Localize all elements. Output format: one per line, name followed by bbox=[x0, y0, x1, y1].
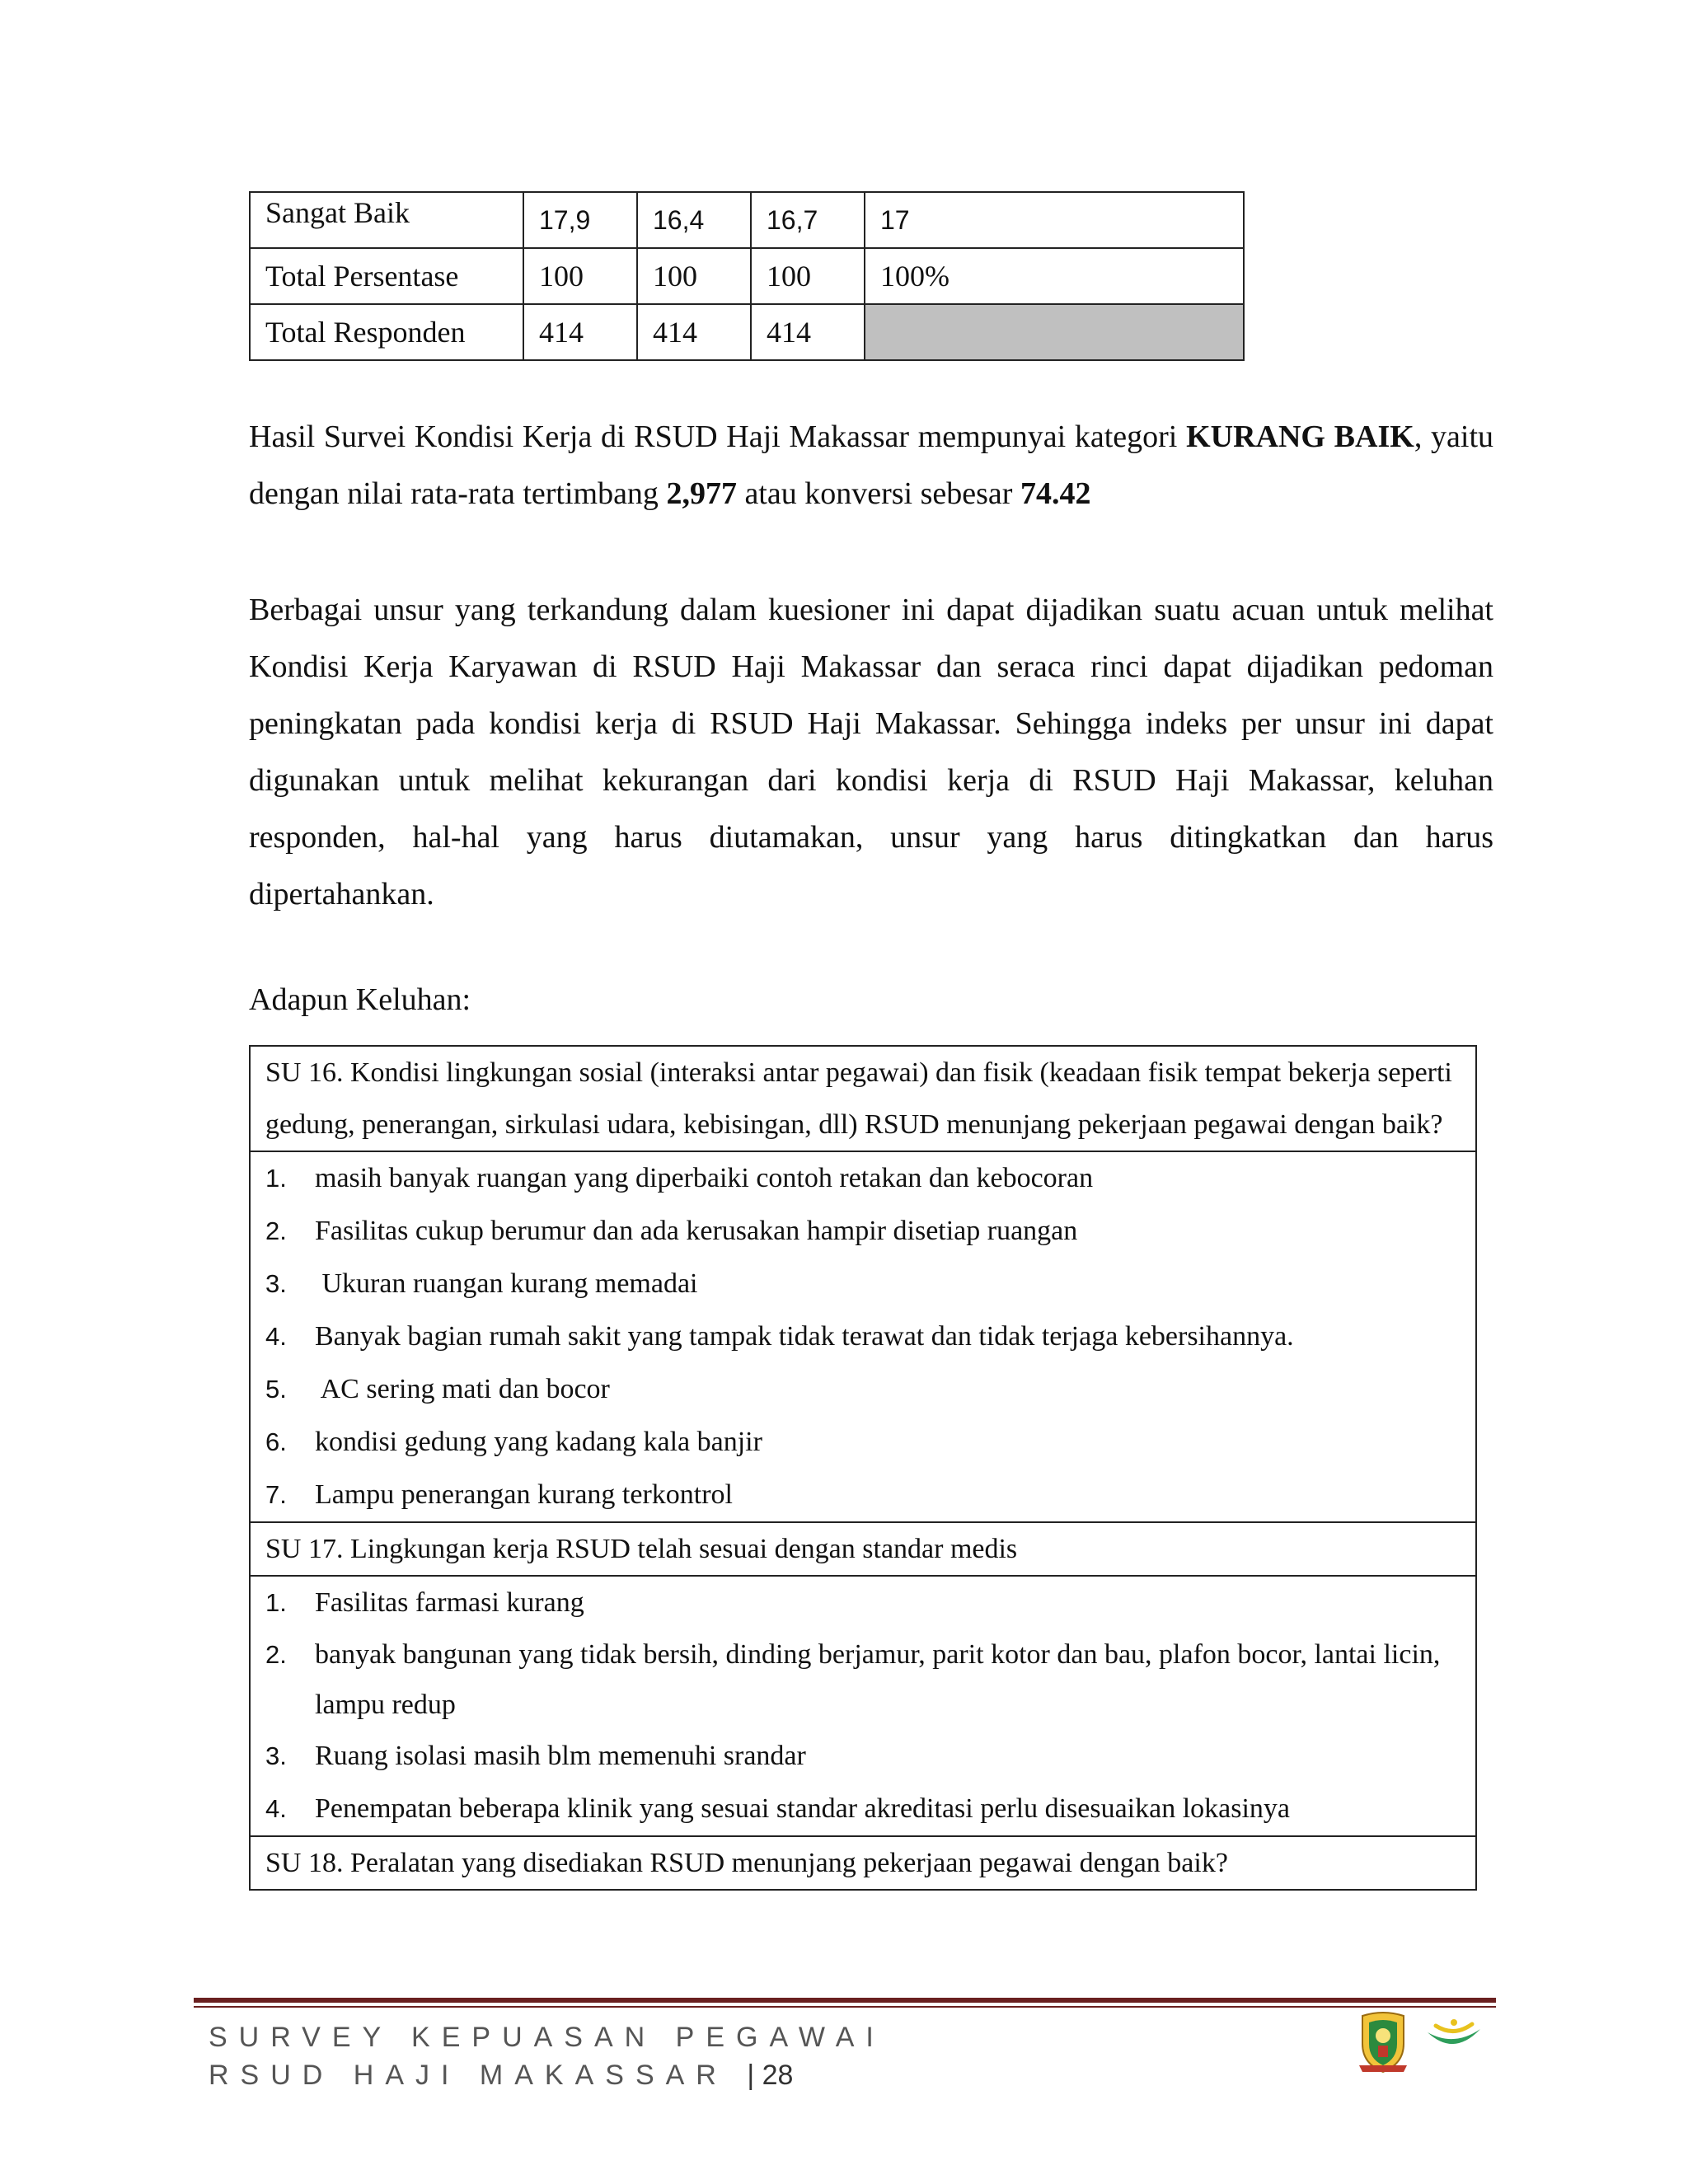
table-row bbox=[250, 192, 1244, 248]
cell-value: 414 bbox=[523, 304, 637, 360]
footer-subtitle bbox=[209, 2059, 794, 2091]
su18-question: SU 18. Peralatan yang disediakan RSUD menunjang pekerjaan pegawai dengan baik? bbox=[251, 1835, 1475, 1889]
list-text: Fasilitas cukup berumur dan ada kerusakan hampir disetiap ruangan bbox=[315, 1216, 1078, 1246]
summary-table bbox=[249, 191, 1245, 361]
row-label: Total Responden bbox=[250, 304, 523, 360]
row-label: Total Persentase bbox=[250, 248, 523, 304]
text-span: Hasil Survei Kondisi Kerja di RSUD Haji Makassar mempunyai kategori bbox=[249, 419, 1187, 454]
list-number: 3. bbox=[265, 1269, 287, 1298]
list-item bbox=[265, 1577, 1464, 1629]
category-value: KURANG BAIK bbox=[1186, 419, 1414, 454]
conversion-value: 74.42 bbox=[1020, 476, 1091, 511]
su17-list-block bbox=[251, 1575, 1475, 1835]
cell-value: 16,7 bbox=[751, 192, 865, 248]
list-number: 4. bbox=[265, 1322, 287, 1351]
cell-value: 100 bbox=[751, 248, 865, 304]
result-paragraph bbox=[249, 409, 1493, 523]
list-item bbox=[265, 1258, 1464, 1310]
list-item bbox=[265, 1416, 1464, 1469]
cell-value: 100 bbox=[637, 248, 751, 304]
list-text: AC sering mati dan bocor bbox=[315, 1374, 610, 1404]
list-item bbox=[265, 1783, 1464, 1835]
list-text: banyak bangunan yang tidak bersih, dinding berjamur, parit kotor dan bau, plafon bocor, lantai licin, lampu redup bbox=[315, 1639, 1441, 1720]
cell-value: 16,4 bbox=[637, 192, 751, 248]
list-text: Banyak bagian rumah sakit yang tampak tidak terawat dan tidak terjaga kebersihannya. bbox=[315, 1321, 1294, 1352]
cell-value: 17 bbox=[865, 192, 1244, 248]
table-row bbox=[250, 304, 1244, 360]
list-number: 2. bbox=[265, 1640, 287, 1669]
cell-value: 100% bbox=[865, 248, 1244, 304]
footer-rule bbox=[194, 1998, 1496, 2003]
hospital-logo-icon bbox=[1424, 2018, 1484, 2057]
su16-list-block bbox=[251, 1151, 1475, 1521]
average-value: 2,977 bbox=[666, 476, 737, 511]
list-item bbox=[265, 1205, 1464, 1258]
list-item bbox=[265, 1363, 1464, 1416]
su17-question: SU 17. Lingkungan kerja RSUD telah sesuai dengan standar medis bbox=[251, 1521, 1475, 1575]
text-span: , yaitu dengan nilai rata-rata tertimbang bbox=[249, 419, 1493, 511]
list-number: 4. bbox=[265, 1794, 287, 1823]
list-text: Penempatan beberapa klinik yang sesuai standar akreditasi perlu disesuaikan lokasinya bbox=[315, 1793, 1291, 1824]
list-number: 5. bbox=[265, 1375, 287, 1404]
list-number: 2. bbox=[265, 1216, 287, 1245]
shaded-cell bbox=[865, 304, 1244, 360]
list-text: kondisi gedung yang kadang kala banjir bbox=[315, 1427, 762, 1457]
table-row bbox=[250, 248, 1244, 304]
su16-question: SU 16. Kondisi lingkungan sosial (interaksi antar pegawai) dan fisik (keadaan fisik tempat bekerja seperti gedung, penerangan, sirkulasi udara, kebisingan, dll) RSUD menunjang pekerjaan pegawai dengan baik? bbox=[265, 1057, 1452, 1140]
list-text: Fasilitas farmasi kurang bbox=[315, 1587, 584, 1618]
footer-subtitle-text: RSUD HAJI MAKASSAR bbox=[209, 2060, 728, 2091]
row-label: Sangat Baik bbox=[250, 192, 523, 248]
cell-value: 100 bbox=[523, 248, 637, 304]
su17-list bbox=[265, 1577, 1464, 1835]
su16-list bbox=[265, 1152, 1464, 1521]
list-text: Lampu penerangan kurang terkontrol bbox=[315, 1479, 733, 1510]
government-emblem-icon bbox=[1356, 2011, 1410, 2074]
list-number: 3. bbox=[265, 1741, 287, 1770]
list-item bbox=[265, 1730, 1464, 1783]
text-span: atau konversi sebesar bbox=[736, 476, 1020, 511]
list-text: Ruang isolasi masih blm memenuhi srandar bbox=[315, 1741, 806, 1771]
description-paragraph: Berbagai unsur yang terkandung dalam kuesioner ini dapat dijadikan suatu acuan untuk melihat Kondisi Kerja Karyawan di RSUD Haji Makassar dan seraca rinci dapat dijadikan pedoman peningkatan pada kondisi kerja di RSUD Haji Makassar. Sehingga indeks per unsur ini dapat digunakan untuk melihat kekurangan dari kondisi kerja di RSUD Haji Makassar, keluhan responden, hal-hal yang harus diutamakan, unsur yang harus ditingkatkan dan harus dipertahankan. bbox=[249, 593, 1493, 912]
footer-title: SURVEY KEPUASAN PEGAWAI bbox=[209, 2022, 885, 2053]
complaints-table bbox=[249, 1045, 1477, 1891]
list-item bbox=[265, 1310, 1464, 1363]
cell-value: 17,9 bbox=[523, 192, 637, 248]
list-number: 7. bbox=[265, 1480, 287, 1509]
list-item bbox=[265, 1629, 1464, 1730]
list-item bbox=[265, 1469, 1464, 1521]
cell-value: 414 bbox=[751, 304, 865, 360]
footer-rule-thin bbox=[194, 2006, 1496, 2008]
page-number: | 28 bbox=[747, 2060, 794, 2091]
list-text: Ukuran ruangan kurang memadai bbox=[315, 1268, 698, 1299]
list-number: 1. bbox=[265, 1164, 287, 1193]
list-text: masih banyak ruangan yang diperbaiki contoh retakan dan kebocoran bbox=[315, 1163, 1094, 1193]
list-item bbox=[265, 1152, 1464, 1205]
list-number: 1. bbox=[265, 1588, 287, 1617]
cell-value: 414 bbox=[637, 304, 751, 360]
list-number: 6. bbox=[265, 1427, 287, 1456]
complaints-heading: Adapun Keluhan: bbox=[249, 982, 471, 1017]
